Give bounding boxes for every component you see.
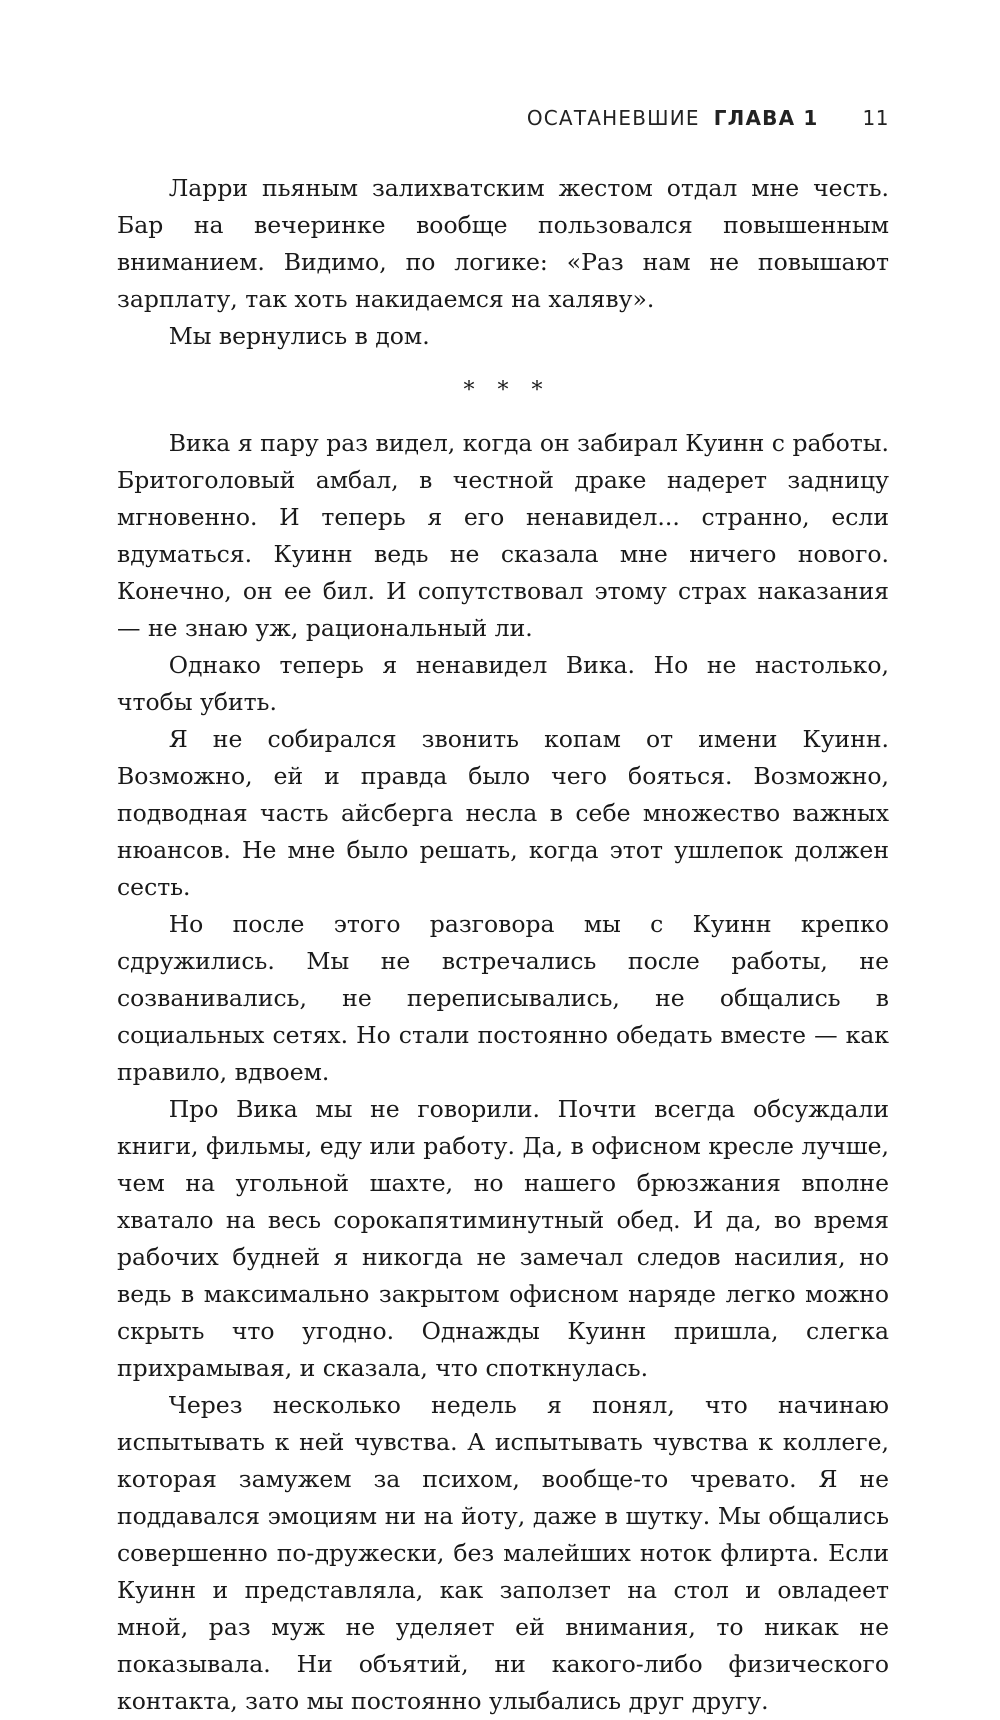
header-chapter: ГЛАВА 1	[713, 106, 819, 130]
scene-break: * * *	[463, 378, 551, 403]
paragraph: Я не собирался звонить копам от имени Куинн. Возможно, ей и правда было чего бояться. Возможно, подводная часть айсберга несла в себе множество важных нюансов. Не мне было решать, когда этот ушлепок должен сесть.	[117, 725, 889, 901]
running-header	[527, 106, 889, 130]
paragraph: Но после этого разговора мы с Куинн крепко сдружились. Мы не встречались после работы, не созванивались, не переписывались, не общались в социальных сетях. Но стали постоянно обедать вместе — как правило, вдвоем.	[117, 910, 889, 1086]
paragraph: Однако теперь я ненавидел Вика. Но не настолько, чтобы убить.	[117, 651, 889, 716]
paragraph: Ларри пьяным залихватским жестом отдал мне честь. Бар на вечеринке вообще пользовался повышенным вниманием. Видимо, по логике: «Раз нам не повышают зарплату, так хоть накидаемся на халяву».	[117, 174, 889, 313]
paragraph: Про Вика мы не говорили. Почти всегда обсуждали книги, фильмы, еду или работу. Да, в офисном кресле лучше, чем на угольной шахте, но нашего брюзжания вполне хватало на весь сорокапятиминутный обед. И да, во время рабочих будней я никогда не замечал следов насилия, но ведь в максимально закрытом офисном наряде легко можно скрыть что угодно. Однажды Куинн пришла, слегка прихрамывая, и сказала, что споткнулась.	[117, 1095, 889, 1382]
paragraph: Мы вернулись в дом.	[168, 322, 430, 350]
paragraph: Через несколько недель я понял, что начинаю испытывать к ней чувства. А испытывать чувства к коллеге, которая замужем за психом, вообще-то чревато. Я не поддавался эмоциям ни на йоту, даже в шутку. Мы общались совершенно по-дружески, без малейших ноток флирта. Если Куинн и представляла, как заползет на стол и овладеет мной, раз муж не уделяет ей внимания, то никак не показывала. Ни объятий, ни какого-либо физического контакта, зато мы постоянно улыбались друг другу.	[117, 1391, 889, 1715]
body-text	[117, 170, 889, 1720]
page-number: 11	[862, 106, 889, 130]
paragraph: Вика я пару раз видел, когда он забирал Куинн с работы. Бритоголовый амбал, в честной драке надерет задницу мгновенно. И теперь я его ненавидел... странно, если вдуматься. Куинн ведь не сказала мне ничего нового. Конечно, он ее бил. И сопутствовал этому страх наказания — не знаю уж, рациональный ли.	[117, 429, 889, 642]
header-book-title: ОСАТАНЕВШИЕ	[526, 106, 700, 130]
